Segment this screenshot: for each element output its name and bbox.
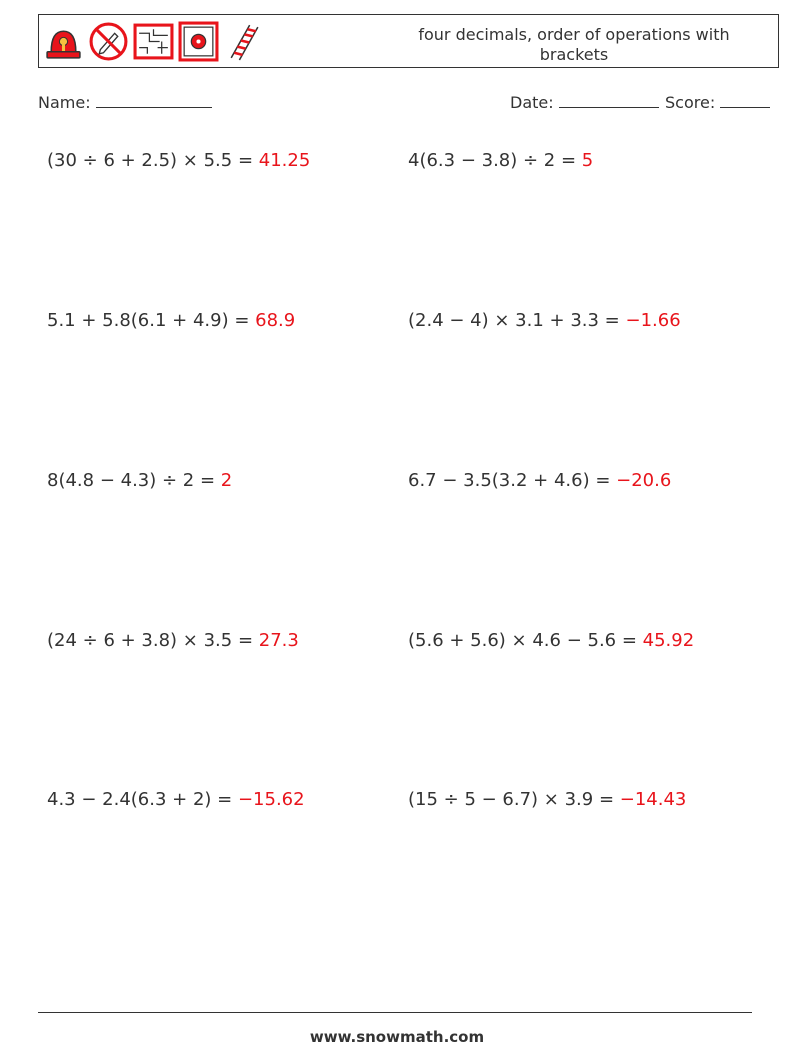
problem-answer: −1.66: [625, 310, 681, 331]
name-line[interactable]: [96, 94, 212, 108]
date-field[interactable]: [510, 93, 659, 112]
circuit-board-icon: [133, 21, 174, 62]
problem-expression: 5.1 + 5.8(6.1 + 4.9) =: [47, 310, 256, 331]
footer-site-link[interactable]: www.snowmath.com: [309, 1028, 485, 1046]
problem-answer: 68.9: [255, 310, 296, 331]
name-label: Name:: [38, 93, 91, 112]
siren-icon: [43, 21, 84, 62]
problem-expression: 8(4.8 − 4.3) ÷ 2 =: [47, 470, 221, 491]
frame-target-icon: [178, 21, 219, 62]
score-line[interactable]: [720, 94, 770, 108]
problem-answer: 2: [220, 470, 233, 491]
problem-expression: (24 ÷ 6 + 3.8) × 3.5 =: [47, 630, 259, 651]
no-pencil-icon: [88, 21, 129, 62]
problem-expression: 4.3 − 2.4(6.3 + 2) =: [47, 789, 238, 810]
footer-divider: [38, 1012, 752, 1013]
problem-2: [408, 150, 593, 171]
problem-answer: −15.62: [237, 789, 305, 810]
worksheet-header: [38, 14, 779, 68]
problem-4: [408, 310, 681, 331]
problem-expression: (5.6 + 5.6) × 4.6 − 5.6 =: [408, 630, 643, 651]
problem-6: [408, 470, 671, 491]
date-line[interactable]: [559, 94, 659, 108]
score-label: Score:: [665, 93, 716, 112]
problem-expression: (30 ÷ 6 + 2.5) × 5.5 =: [47, 150, 259, 171]
problem-answer: 5: [581, 150, 594, 171]
problem-expression: (15 ÷ 5 − 6.7) × 3.9 =: [408, 789, 620, 810]
problem-expression: (2.4 − 4) × 3.1 + 3.3 =: [408, 310, 626, 331]
date-label: Date:: [510, 93, 554, 112]
header-icons: [43, 21, 264, 63]
ladder-icon: [223, 21, 264, 62]
problem-answer: 27.3: [258, 630, 299, 651]
problem-expression: 4(6.3 − 3.8) ÷ 2 =: [408, 150, 582, 171]
problem-answer: 45.92: [642, 630, 695, 651]
problem-10: [408, 789, 686, 810]
name-field[interactable]: [38, 93, 212, 112]
problem-1: [47, 150, 310, 171]
problem-7: [47, 630, 299, 651]
problem-8: [408, 630, 694, 651]
problem-expression: 6.7 − 3.5(3.2 + 4.6) =: [408, 470, 617, 491]
score-field[interactable]: [665, 93, 770, 112]
problem-answer: −14.43: [619, 789, 687, 810]
problem-3: [47, 310, 295, 331]
problem-answer: −20.6: [616, 470, 672, 491]
problem-9: [47, 789, 305, 810]
worksheet-title: four decimals, order of operations with brackets: [418, 25, 730, 64]
problem-5: [47, 470, 232, 491]
problem-answer: 41.25: [258, 150, 311, 171]
